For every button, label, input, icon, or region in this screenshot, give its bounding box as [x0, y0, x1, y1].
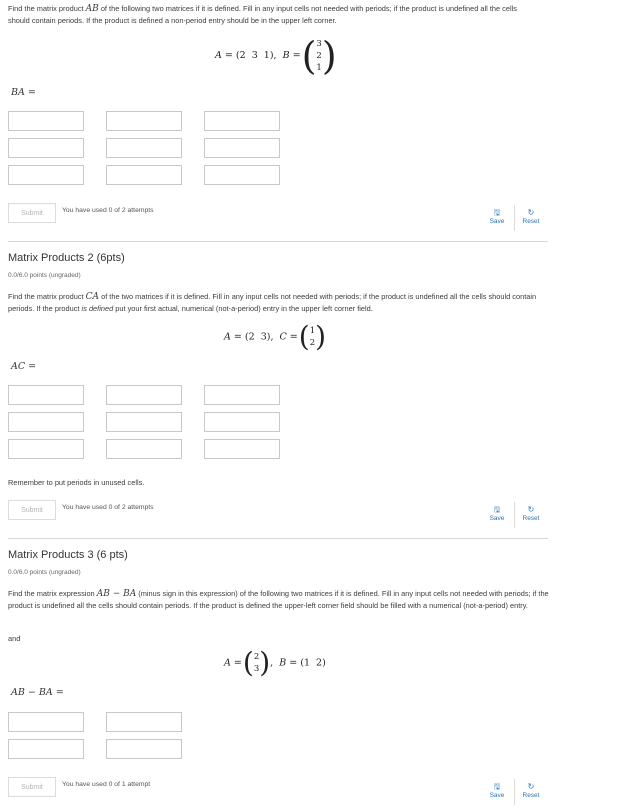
p1-attempts-text: You have used 0 of 2 attempts — [62, 207, 154, 214]
p1-cell-r3c2[interactable] — [106, 165, 182, 185]
p1-cell-r3c1[interactable] — [8, 165, 84, 185]
p1-cell-r1c2[interactable] — [106, 111, 182, 131]
p1-cell-r2c1[interactable] — [8, 138, 84, 158]
p1-save-button[interactable]: 🖫 Save — [482, 208, 512, 226]
problem2-points: 0.0/6.0 points (ungraded) — [8, 272, 81, 279]
p2-attempts-text: You have used 0 of 2 attempts — [62, 504, 154, 511]
p2-cell-r3c1[interactable] — [8, 439, 84, 459]
problem3-and: and — [8, 634, 21, 643]
p1-cell-r2c3[interactable] — [204, 138, 280, 158]
p2-cell-r1c2[interactable] — [106, 385, 182, 405]
p1-cell-r1c3[interactable] — [204, 111, 280, 131]
save-icon: 🖫 — [493, 208, 501, 217]
p2-save-button[interactable]: 🖫 Save — [482, 505, 512, 523]
p2-cell-r2c1[interactable] — [8, 412, 84, 432]
problem3-answer-label: AB − BA = — [11, 687, 64, 698]
save-icon: 🖫 — [493, 505, 501, 514]
problem1-matrices: A = (2 3 1), B = (3 2 1) — [215, 33, 337, 78]
problem3-points: 0.0/6.0 points (ungraded) — [8, 569, 81, 576]
p1-cell-r2c2[interactable] — [106, 138, 182, 158]
problem2-reminder: Remember to put periods in unused cells. — [8, 478, 145, 487]
p1-submit-button[interactable]: Submit — [8, 203, 56, 223]
divider-1 — [8, 241, 548, 242]
divider-2 — [8, 538, 548, 539]
p3-cell-r2c2[interactable] — [106, 739, 182, 759]
p2-cell-r1c3[interactable] — [204, 385, 280, 405]
p1-reset-button[interactable]: ↻ Reset — [516, 208, 546, 226]
p2-cell-r3c2[interactable] — [106, 439, 182, 459]
p2-cell-r2c3[interactable] — [204, 412, 280, 432]
p2-cell-r2c2[interactable] — [106, 412, 182, 432]
p3-cell-r1c1[interactable] — [8, 712, 84, 732]
p3-reset-button[interactable]: ↻ Reset — [516, 782, 546, 800]
problem2-answer-label: AC = — [11, 361, 37, 372]
reset-icon: ↻ — [527, 782, 535, 791]
problem3-instructions: Find the matrix expression AB − BA (minus sign in this expression) of the following two matrices if it is defined. Fill in any input cells not needed with periods; if the product is undefined all the cells should contain periods. If the product is defined the upper-left corner field should be filled with a numerical (not-a-period) entry. — [8, 589, 549, 610]
problem2-instructions: Find the matrix product CA of the two matrices if it is defined. Fill in any input cells not needed with periods; if the product is undefined all the cells should contain periods. If the product is defined put your first actual, numerical (not-a-period) entry in the upper left corner field. — [8, 292, 537, 313]
problem2-matrices: A = (2 3), C = (1 2) — [224, 320, 327, 353]
problem3-title: Matrix Products 3 (6 pts) — [8, 549, 128, 561]
p3-cell-r1c2[interactable] — [106, 712, 182, 732]
p3-save-button[interactable]: 🖫 Save — [482, 782, 512, 800]
problem1-answer-label: BA = — [11, 87, 36, 98]
p3-action-divider — [514, 779, 515, 805]
p2-reset-button[interactable]: ↻ Reset — [516, 505, 546, 523]
problem3-matrices: A = (2 3), B = (1 2) — [224, 646, 326, 679]
p3-cell-r2c1[interactable] — [8, 739, 84, 759]
p2-cell-r3c3[interactable] — [204, 439, 280, 459]
p1-cell-r1c1[interactable] — [8, 111, 84, 131]
problem1-instructions: Find the matrix product AB of the following two matrices if it is defined. Fill in any input cells not needed with periods; if the product is undefined all the cells should contain periods. If the product is defined a non-period entry should be in the upper left corner. — [8, 4, 517, 25]
problem1-inline-math: AB — [85, 4, 99, 14]
p2-submit-button[interactable]: Submit — [8, 500, 56, 520]
p3-attempts-text: You have used 0 of 1 attempt — [62, 781, 151, 788]
p3-submit-button[interactable]: Submit — [8, 777, 56, 797]
p1-cell-r3c3[interactable] — [204, 165, 280, 185]
reset-icon: ↻ — [527, 505, 535, 514]
p2-action-divider — [514, 502, 515, 528]
p1-action-divider — [514, 205, 515, 231]
save-icon: 🖫 — [493, 782, 501, 791]
p2-cell-r1c1[interactable] — [8, 385, 84, 405]
problem2-title: Matrix Products 2 (6pts) — [8, 252, 125, 264]
reset-icon: ↻ — [527, 208, 535, 217]
